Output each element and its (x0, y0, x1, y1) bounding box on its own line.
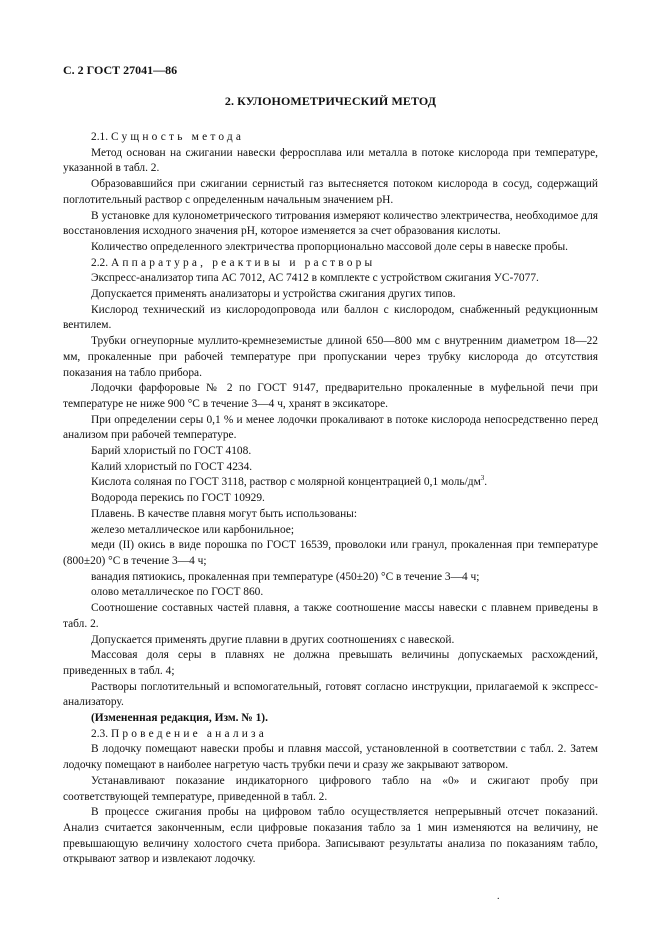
paragraph: Устанавливают показание индикаторного цифрового табло на «0» и сжигают пробу при соответствующей температуре, приведенной в табл. 2. (63, 774, 598, 803)
paragraph: Образовавшийся при сжигании сернистый газ вытесняется потоком кислорода в сосуд, содержащий поглотительный раствор с определенным начальным значением pH. (63, 178, 598, 206)
paragraph: Метод основан на сжигании навески ферросплава или металла в потоке кислорода при температуре, указанной в табл. 2. (63, 146, 598, 175)
paragraph: В процессе сжигания пробы на цифровом табло осуществляется непрерывный отсчет показаний. Анализ считается законченным, если цифровые показания табло за 1 мин изменяются на величину, не превышающую величину холостого счета прибора. Записывают результаты анализа по показаниям табло, открывают затвор и извлекают лодочку. (63, 806, 598, 866)
subsection-number: 2.1. (91, 131, 111, 143)
paragraph: Допускается применять анализаторы и устройства сжигания других типов. (91, 288, 456, 301)
page-header: С. 2 ГОСТ 27041—86 (63, 63, 178, 77)
paragraph: Массовая доля серы в плавнях не должна превышать величины допускаемых расхождений, приведенных в табл. 4; (63, 649, 598, 677)
paragraph-end: . (484, 476, 488, 489)
paragraph: Калий хлористый по ГОСТ 4234. (91, 460, 253, 473)
paragraph: ванадия пятиокись, прокаленная при температуре (450±20) °С в течение 3—4 ч; (91, 570, 480, 583)
paragraph: В установке для кулонометрического титрования измеряют количество электричества, необходимое для восстановления исходного значения pH, которое изменяется за счет образования кислоты. (63, 209, 598, 238)
paragraph: олово металлическое по ГОСТ 860. (91, 586, 264, 599)
paragraph: Кислород технический из кислородопровода или баллон с кислородом, снабженный редукционным вентилем. (63, 303, 598, 332)
subsection-number: 2.2. (91, 256, 111, 269)
subsection-number: 2.3. (91, 727, 111, 740)
paragraph: Лодочки фарфоровые № 2 по ГОСТ 9147, предварительно прокаленные в муфельной печи при температуре не ниже 900 °С в течение 3—4 ч, хранят в эксикаторе. (63, 382, 598, 410)
footer-mark: . (497, 891, 500, 902)
subsection-title: Аппаратура, реактивы и растворы (110, 256, 376, 269)
subsection-heading-2-2 (63, 256, 598, 272)
paragraph: Допускается применять другие плавни в других соотношениях с навеской. (91, 633, 455, 646)
paragraph: В лодочку помещают навески пробы и плавня массой, установленной в соответствии с табл. 2. Затем лодочку помещают в наиболее нагретую часть трубки печи и сразу же закрывают затвором. (63, 743, 598, 772)
subsection-title: Проведение анализа (110, 727, 267, 740)
section-title: 2. КУЛОНОМЕТРИЧЕСКИЙ МЕТОД (224, 94, 437, 108)
paragraph: Количество определенного электричества пропорционально массовой доле серы в навеске пробы. (91, 240, 569, 253)
subsection-heading-2-1 (63, 130, 598, 146)
paragraph (63, 475, 598, 491)
paragraph: Водорода перекись по ГОСТ 10929. (91, 492, 265, 505)
document-body (63, 130, 598, 868)
subsection-title: Сущность метода (110, 131, 245, 143)
paragraph: меди (II) окись в виде порошка по ГОСТ 16539, проволоки или гранул, прокаленная при температуре (800±20) °С в течение 3—4 ч; (63, 539, 598, 567)
paragraph: Растворы поглотительный и вспомогательный, готовят согласно инструкции, прилагаемой к экспресс-анализатору. (63, 680, 598, 709)
subsection-heading-2-3 (63, 727, 598, 743)
paragraph: Соотношение составных частей плавня, а также соотношение массы навески с плавнем приведены в табл. 2. (63, 602, 598, 630)
paragraph: Экспресс-анализатор типа АС 7012, АС 7412 в комплекте с устройством сжигания УС-7077. (91, 272, 539, 285)
paragraph-text: Кислота соляная по ГОСТ 3118, раствор с молярной концентрацией 0,1 моль/дм (91, 476, 481, 489)
paragraph: Плавень. В качестве плавня могут быть использованы: (91, 507, 357, 520)
paragraph: Барий хлористый по ГОСТ 4108. (91, 445, 252, 458)
paragraph: При определении серы 0,1 % и менее лодочки прокаливают в потоке кислорода непосредственно перед анализом при рабочей температуре. (63, 413, 598, 442)
superscript: 3 (480, 474, 485, 483)
revision-note: (Измененная редакция, Изм. № 1). (91, 712, 268, 725)
paragraph: железо металлическое или карбонильное; (91, 523, 294, 536)
paragraph: Трубки огнеупорные муллито-кремнеземистые длиной 650—800 мм с внутренним диаметром 18—22 мм, прокаленные при рабочей температуре при пропускании через трубку кислорода до отсутствия показания на табло прибора. (63, 335, 598, 379)
